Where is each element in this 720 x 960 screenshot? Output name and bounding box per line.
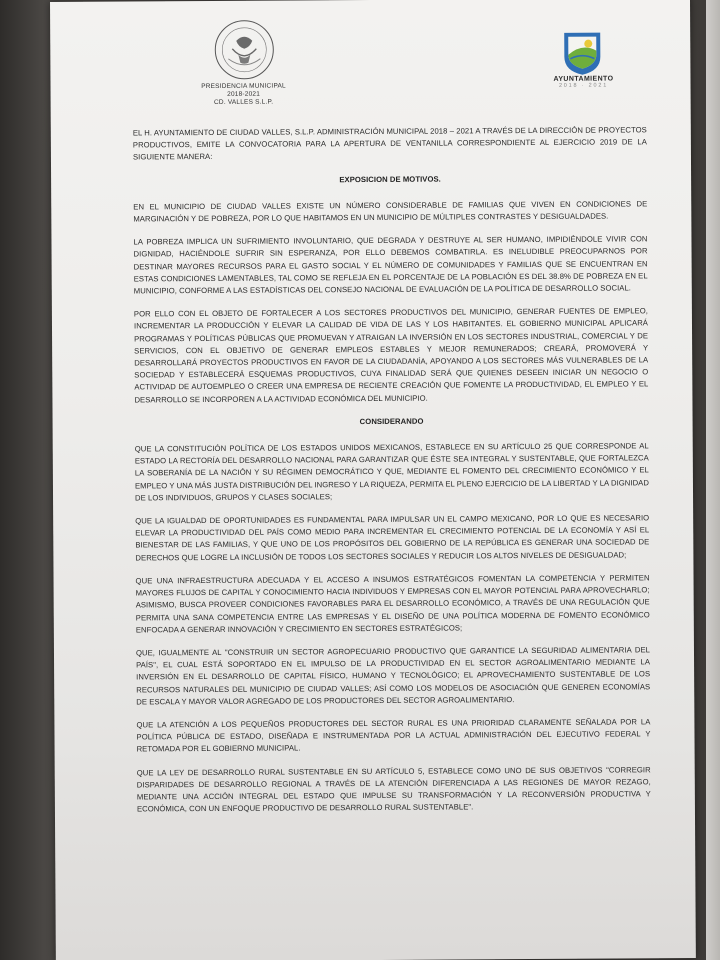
section-title-considerando: CONSIDERANDO: [359, 416, 424, 426]
presidencia-city: CD. VALLES S.L.P.: [214, 98, 274, 106]
paragraph: QUE LA LEY DE DESARROLLO RURAL SUSTENTABLE EN SU ARTÍCULO 5, ESTABLECE COMO UNO DE SUS OBJETIVOS "CORREGIR DISPARIDADES DE DESARROLLO REGIONAL A TRAVÉS DE LA ATENCIÓN DIFERENCIADA A LAS REGIONES DE MAYOR REZAGO, MEDIANTE UNA ACCIÓN INTEGRAL DEL ESTADO QUE IMPULSE SU TRANSFORMACIÓN Y LA RECONVERSIÓN PRODUCTIVA Y ECONÓMICA, CON UN ENFOQUE PRODUCTIVO DE DESARROLLO RURAL SUSTENTABLE".: [136, 764, 651, 814]
paragraph: QUE LA CONSTITUCIÓN POLÍTICA DE LOS ESTADOS UNIDOS MEXICANOS, ESTABLECE EN SU ARTÍCULO 25 QUE CORRESPONDE AL ESTADO LA RECTORÍA DEL DESARROLLO NACIONAL PARA GARANTIZAR QUE ÉSTE SEA INTEGRAL Y SUSTENTABLE, QUE FORTALEZCA LA SOBERANÍA DE LA NACIÓN Y SU RÉGIMEN DEMOCRÁTICO Y QUE, MEDIANTE EL FOMENTO DEL CRECIMIENTO ECONÓMICO Y EL EMPLEO Y UNA MÁS JUSTA DISTRIBUCIÓN DEL INGRESO Y LA RIQUEZA, PERMITA EL PLENO EJERCICIO DE LA LIBERTAD Y LA DIGNIDAD DE LOS INDIVIDUOS, GRUPOS Y CLASES SOCIALES;: [134, 441, 649, 503]
paragraph: LA POBREZA IMPLICA UN SUFRIMIENTO INVOLUNTARIO, QUE DEGRADA Y DESTRUYE AL SER HUMANO, IMPIDIÉNDOLE VIVIR CON DIGNIDAD, HACIÉNDOLE SUFRIR SIN ESPERANZA, POR ELLO DEBEMOS COMBATIRLA. ES INELUDIBLE PREOCUPARNOS POR DESTINAR MAYORES RECURSOS PARA EL GASTO SOCIAL Y EL NÚMERO DE COMUNIDADES Y FAMILIAS QUE SE ENCUENTRAN EN ESTAS CONDICIONES LAMENTABLES, TAL COMO SE REFLEJA EN EL PORCENTAJE DE LA POBLACIÓN ES DEL 38.8% DE POBREZA EN EL MUNICIPIO, CONFORME A LAS ESTADÍSTICAS DEL CONSEJO NACIONAL DE EVALUACIÓN DE LA POLÍTICA DE DESARROLLO SOCIAL.: [133, 234, 648, 296]
next-page-edge: [706, 0, 720, 960]
paragraph: QUE LA IGUALDAD DE OPORTUNIDADES ES FUNDAMENTAL PARA IMPULSAR UN EL CAMPO MEXICANO, POR LO QUE ES NECESARIO ELEVAR LA PRODUCTIVIDAD DEL PAÍS COMO MEDIO PARA INCREMENTAR EL CRECIMIENTO POTENCIAL DE LA ECONOMÍA Y ASÍ EL BIENESTAR DE LAS FAMILIAS, Y QUE UNO DE LOS PROPÓSITOS DEL GOBIERNO DE LA REPÚBLICA ES GENERAR UNA SOCIEDAD DE DERECHOS QUE LOGRE LA INCLUSIÓN DE TODOS LOS SECTORES SOCIALES Y REDUCIR LOS ALTOS NIVELES DE DESIGUALDAD;: [135, 513, 650, 563]
national-seal-icon: [208, 19, 280, 81]
intro-paragraph: EL H. AYUNTAMIENTO DE CIUDAD VALLES, S.L.P. ADMINISTRACIÓN MUNICIPAL 2018 – 2021 A TRAVÉS DE LA DIRECCIÓN DE PROYECTOS PRODUCTIVOS, EMITE LA CONVOCATORIA PARA LA APERTURA DE VENTANILLA CORRESPONDIENTE AL EJERCICIO 2019 DE LA SIGUIENTE MANERA:: [132, 125, 647, 162]
ayuntamiento-block: [528, 75, 638, 89]
paragraph: QUE UNA INFRAESTRUCTURA ADECUADA Y EL ACCESO A INSUMOS ESTRATÉGICOS FOMENTAN LA COMPETENCIA Y PERMITEN MAYORES FLUJOS DE CAPITAL Y CONOCIMIENTO HACIA INDIVIDUOS Y EMPRESAS CON EL MAYOR POTENCIAL PARA APROVECHARLO; ASIMISMO, BUSCA PROVEER CONDICIONES FAVORABLES PARA EL DESARROLLO ECONÓMICO, A TRAVÉS DE UNA REGULACIÓN QUE PERMITA UNA SANA COMPETENCIA ENTRE LAS EMPRESAS Y EL DISEÑO DE UNA POLÍTICA MODERNA DE FOMENTO ECONÓMICO ENFOCADA A GENERAR INNOVACIÓN Y CRECIMIENTO EN SECTORES ESTRATÉGICOS;: [135, 573, 650, 635]
paragraph: POR ELLO CON EL OBJETO DE FORTALECER A LOS SECTORES PRODUCTIVOS DEL MUNICIPIO, GENERAR FUENTES DE EMPLEO, INCREMENTAR LA PRODUCCIÓN Y ELEVAR LA CALIDAD DE VIDA DE LAS Y LOS HABITANTES. EL GOBIERNO MUNICIPAL APLICARÁ PROGRAMAS Y POLÍTICAS PÚBLICAS QUE PROMUEVAN Y ATRAIGAN LA INVERSIÓN EN LOS SECTORES INDUSTRIAL, COMERCIAL Y DE SERVICIOS, CON EL OBJETIVO DE GENERAR EMPLEOS ESTABLES Y MEJOR REMUNERADOS; CREARÁ, PROMOVERÁ Y DESARROLLARÁ PROYECTOS PRODUCTIVOS EN FAVOR DE LA CIUDADANÍA, APOYANDO A LOS SECTORES MÁS VULNERABLES DE LA SOCIEDAD Y ESTABLECERÁ ESQUEMAS PRODUCTIVOS, CUYA FINALIDAD SERÁ QUE QUIENES DESEEN INICIAR UN NEGOCIO O ACTIVIDAD DE AUTOEMPLEO O CREER UNA EMPRESA DE RECIENTE CREACIÓN QUE FOMENTE LA PRODUCTIVIDAD, EL EMPLEO Y EL DESARROLLO SE INCORPOREN A LA ACTIVIDAD ECONÓMICA DEL MUNICIPIO.: [133, 306, 649, 405]
document-page: [50, 0, 696, 960]
ayuntamiento-label: AYUNTAMIENTO: [553, 75, 614, 83]
paragraph: EN EL MUNICIPIO DE CIUDAD VALLES EXISTE UN NÚMERO CONSIDERABLE DE FAMILIAS QUE VIVEN EN CONDICIONES DE MARGINACIÓN Y DE POBREZA, POR LO QUE HABITAMOS EN UN MUNICIPIO DE MÚLTIPLES CONTRASTES Y DESIGUALDADES.: [133, 199, 648, 224]
presidencia-title: PRESIDENCIA MUNICIPAL: [201, 82, 286, 91]
paragraph: QUE, IGUALMENTE AL "CONSTRUIR UN SECTOR AGROPECUARIO PRODUCTIVO QUE GARANTICE LA SEGURIDAD ALIMENTARIA DEL PAÍS", EL CUAL ESTÁ SOPORTADO EN EL IMPULSO DE LA PRODUCTIVIDAD EN EL SECTOR AGROALIMENTARIO MEDIANTE LA INVERSIÓN EN EL DESARROLLO DE CAPITAL FÍSICO, HUMANO Y TECNOLÓGICO; EL APROVECHAMIENTO SUSTENTABLE DE LOS RECURSOS NATURALES DEL MUNICIPIO DE CIUDAD VALLES; ASÍ COMO LOS MODELOS DE ASOCIACIÓN QUE GENEREN ECONOMÍAS DE ESCALA Y MAYOR VALOR AGREGADO DE LOS PRODUCTORES DEL SECTOR AGROALIMENTARIO.: [135, 645, 651, 707]
paragraph: QUE LA ATENCIÓN A LOS PEQUEÑOS PRODUCTORES DEL SECTOR RURAL ES UNA PRIORIDAD CLARAMENTE SEÑALADA POR LA POLÍTICA PÚBLICA DE ESTADO, DISEÑADA E INSTRUMENTADA POR LA ACTUAL ADMINISTRACIÓN DEL EJECUTIVO FEDERAL Y RETOMADA POR EL GOBIERNO MUNICIPAL.: [136, 717, 651, 754]
presidencia-block: [179, 82, 309, 107]
ayuntamiento-years: 2018 · 2021: [558, 82, 609, 89]
document-body: [133, 124, 651, 826]
section-title-exposicion: EXPOSICION DE MOTIVOS.: [339, 174, 441, 184]
presidencia-period: 2018-2021: [227, 90, 261, 98]
ayuntamiento-logo-icon: [558, 29, 606, 77]
